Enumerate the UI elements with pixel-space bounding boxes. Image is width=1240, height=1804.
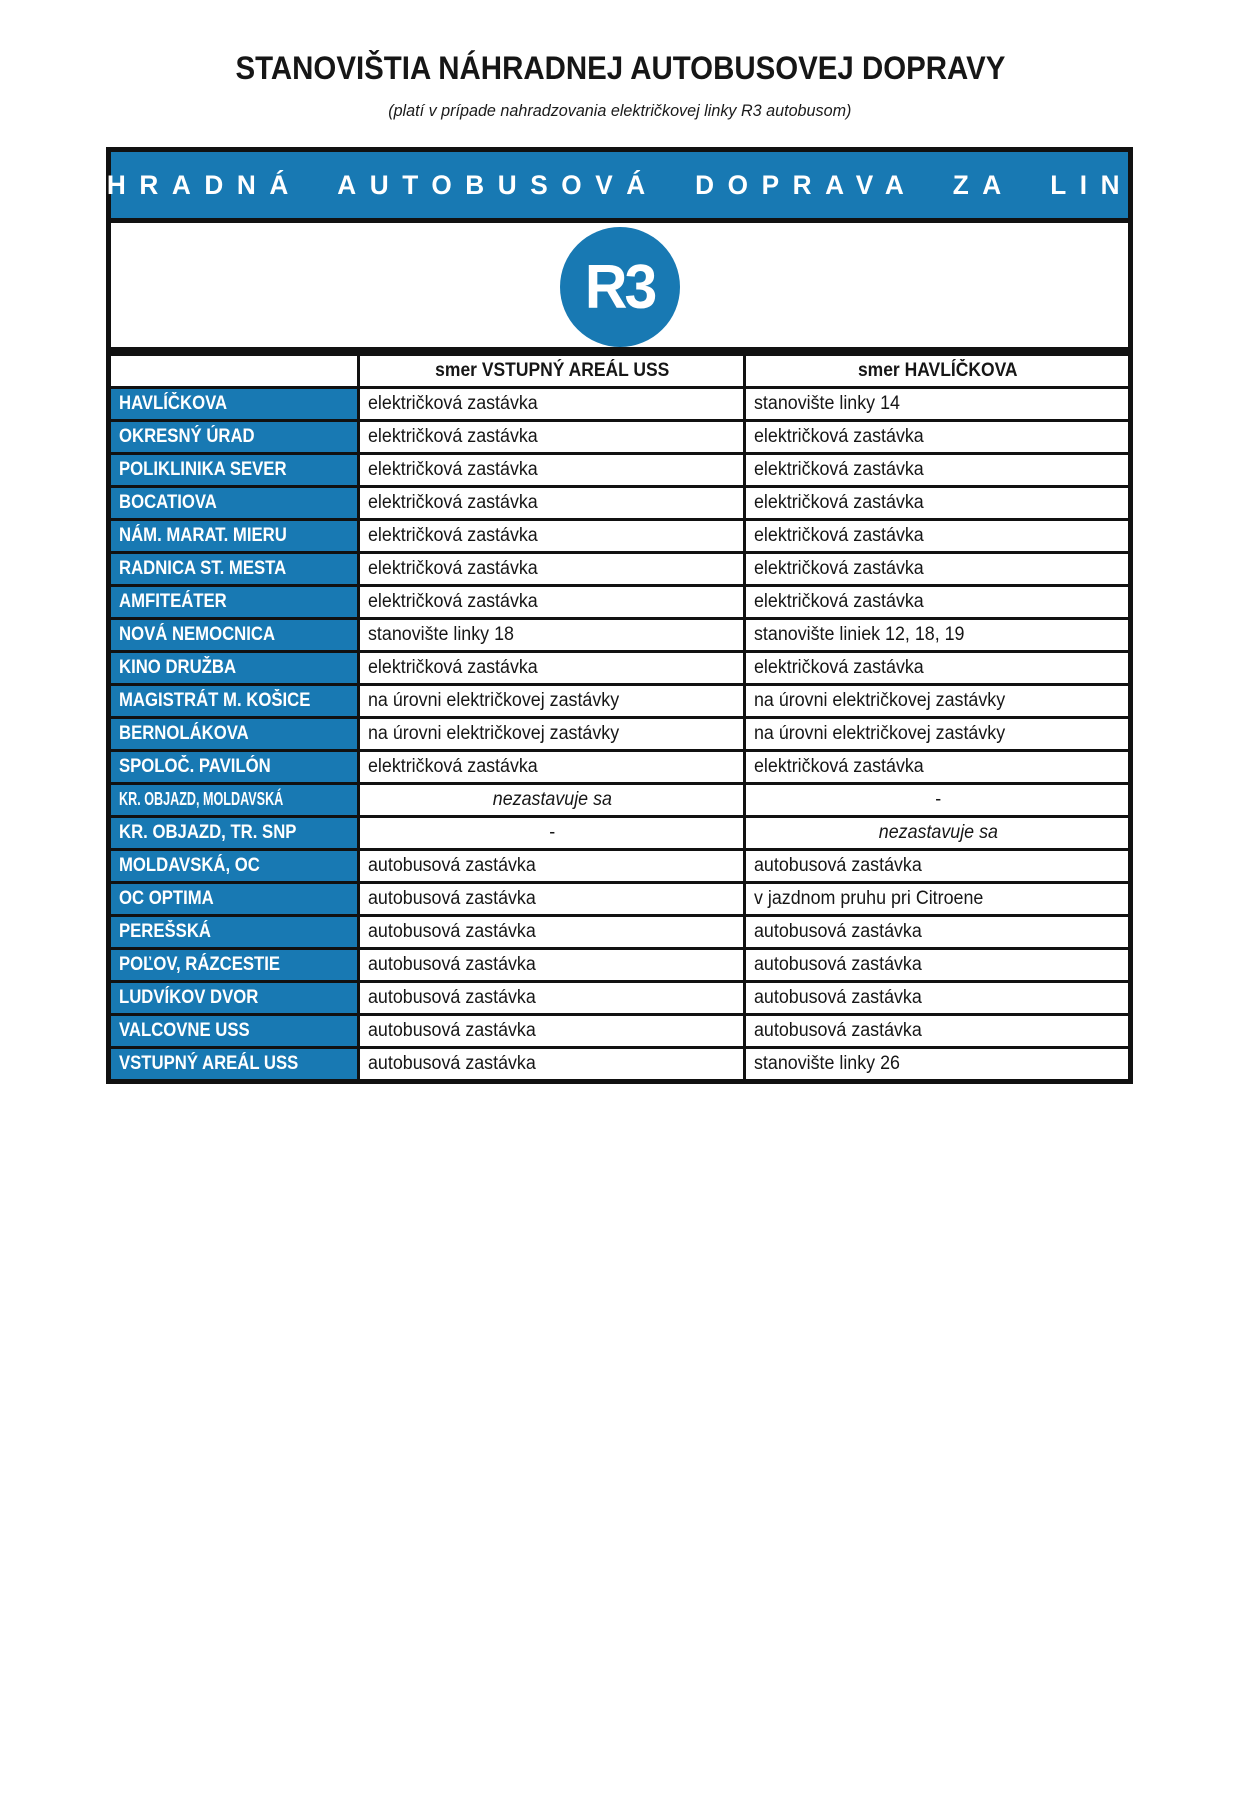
direction1-cell: električková zastávka	[359, 586, 745, 619]
table-row	[109, 784, 1131, 817]
table-row	[109, 850, 1131, 883]
table-row	[109, 883, 1131, 916]
direction1-cell: -	[359, 817, 745, 850]
direction1-cell: autobusová zastávka	[359, 850, 745, 883]
r3-line-label: R3	[584, 252, 655, 322]
stop-name-cell: POLIKLINIKA SEVER	[109, 454, 359, 487]
direction2-cell: električková zastávka	[745, 487, 1131, 520]
table-row	[109, 1048, 1131, 1082]
direction1-cell: električková zastávka	[359, 454, 745, 487]
direction2-cell: autobusová zastávka	[745, 1015, 1131, 1048]
direction2-cell: nezastavuje sa	[745, 817, 1131, 850]
direction2-cell: električková zastávka	[745, 454, 1131, 487]
direction1-cell: električková zastávka	[359, 652, 745, 685]
stop-name-cell: POĽOV, RÁZCESTIE	[109, 949, 359, 982]
table-row	[109, 454, 1131, 487]
direction1-cell: autobusová zastávka	[359, 982, 745, 1015]
direction2-cell: autobusová zastávka	[745, 949, 1131, 982]
stop-name-cell: AMFITEÁTER	[109, 586, 359, 619]
stop-name-cell: VALCOVNE USS	[109, 1015, 359, 1048]
direction2-cell: električková zastávka	[745, 553, 1131, 586]
table-row	[109, 718, 1131, 751]
stop-name-cell: OKRESNÝ ÚRAD	[109, 421, 359, 454]
direction2-cell: električková zastávka	[745, 586, 1131, 619]
stop-name-cell: VSTUPNÝ AREÁL USS	[109, 1048, 359, 1082]
stop-name-cell: LUDVÍKOV DVOR	[109, 982, 359, 1015]
table-row	[109, 982, 1131, 1015]
direction1-cell: autobusová zastávka	[359, 916, 745, 949]
direction2-cell: na úrovni električkovej zastávky	[745, 718, 1131, 751]
stop-name-cell: KINO DRUŽBA	[109, 652, 359, 685]
table-row	[109, 685, 1131, 718]
direction1-cell: električková zastávka	[359, 388, 745, 421]
page-subtitle: (platí v prípade nahradzovania električkovej linky R3 autobusom)	[388, 101, 852, 120]
direction1-cell: autobusová zastávka	[359, 1015, 745, 1048]
direction1-cell: električková zastávka	[359, 421, 745, 454]
stop-name-cell: RADNICA ST. MESTA	[109, 553, 359, 586]
replacement-transport-board	[41, 147, 1198, 1084]
table-row	[109, 817, 1131, 850]
stop-name-cell: OC OPTIMA	[109, 883, 359, 916]
direction1-cell: stanovište linky 18	[359, 619, 745, 652]
stop-name-cell: SPOLOČ. PAVILÓN	[109, 751, 359, 784]
direction1-cell: autobusová zastávka	[359, 883, 745, 916]
table-row	[109, 421, 1131, 454]
header-stop-cell	[109, 354, 359, 388]
banner-text: NÁHRADNÁ AUTOBUSOVÁ DOPRAVA ZA LINKU	[41, 169, 1198, 200]
direction2-cell: električková zastávka	[745, 652, 1131, 685]
stop-name-cell: PEREŠSKÁ	[109, 916, 359, 949]
table-row	[109, 751, 1131, 784]
direction1-cell: električková zastávka	[359, 553, 745, 586]
table-row	[109, 487, 1131, 520]
direction1-cell: autobusová zastávka	[359, 949, 745, 982]
stop-name-cell: NOVÁ NEMOCNICA	[109, 619, 359, 652]
table-header-row	[109, 354, 1131, 388]
direction2-cell: -	[745, 784, 1131, 817]
table-row	[109, 553, 1131, 586]
page-title: STANOVIŠTIA NÁHRADNEJ AUTOBUSOVEJ DOPRAVY	[235, 50, 1005, 86]
direction2-cell: v jazdnom pruhu pri Citroene	[745, 883, 1131, 916]
banner	[41, 147, 1198, 223]
stop-name-cell: KR. OBJAZD, TR. SNP	[109, 817, 359, 850]
direction2-cell: autobusová zastávka	[745, 916, 1131, 949]
direction1-cell: na úrovni električkovej zastávky	[359, 685, 745, 718]
stop-name-cell: MAGISTRÁT M. KOŠICE	[109, 685, 359, 718]
direction1-cell: na úrovni električkovej zastávky	[359, 718, 745, 751]
r3-line-badge	[560, 227, 680, 347]
direction2-cell: stanovište linky 26	[745, 1048, 1131, 1082]
table-row	[109, 1015, 1131, 1048]
table-row	[109, 619, 1131, 652]
direction2-cell: električková zastávka	[745, 751, 1131, 784]
table-row	[109, 652, 1131, 685]
direction2-cell: autobusová zastávka	[745, 850, 1131, 883]
stop-name-cell: BOCATIOVA	[109, 487, 359, 520]
line-badge-section	[106, 223, 1133, 351]
stop-name-cell: HAVLÍČKOVA	[109, 388, 359, 421]
stop-name-cell: BERNOLÁKOVA	[109, 718, 359, 751]
stops-table	[106, 351, 1133, 1084]
table-row	[109, 520, 1131, 553]
direction1-cell: nezastavuje sa	[359, 784, 745, 817]
header-direction1-cell: smer VSTUPNÝ AREÁL USS	[359, 354, 745, 388]
table-row	[109, 916, 1131, 949]
direction2-cell: na úrovni električkovej zastávky	[745, 685, 1131, 718]
direction1-cell: električková zastávka	[359, 520, 745, 553]
direction2-cell: stanovište linky 14	[745, 388, 1131, 421]
direction1-cell: autobusová zastávka	[359, 1048, 745, 1082]
direction2-cell: autobusová zastávka	[745, 982, 1131, 1015]
direction2-cell: električková zastávka	[745, 421, 1131, 454]
table-row	[109, 949, 1131, 982]
header-direction2-cell: smer HAVLÍČKOVA	[745, 354, 1131, 388]
table-row	[109, 586, 1131, 619]
direction1-cell: električková zastávka	[359, 487, 745, 520]
stop-name-cell: KR. OBJAZD, MOLDAVSKÁ	[109, 784, 359, 817]
table-row	[109, 388, 1131, 421]
stop-name-cell: NÁM. MARAT. MIERU	[109, 520, 359, 553]
direction1-cell: električková zastávka	[359, 751, 745, 784]
direction2-cell: električková zastávka	[745, 520, 1131, 553]
stop-name-cell: MOLDAVSKÁ, OC	[109, 850, 359, 883]
direction2-cell: stanovište liniek 12, 18, 19	[745, 619, 1131, 652]
